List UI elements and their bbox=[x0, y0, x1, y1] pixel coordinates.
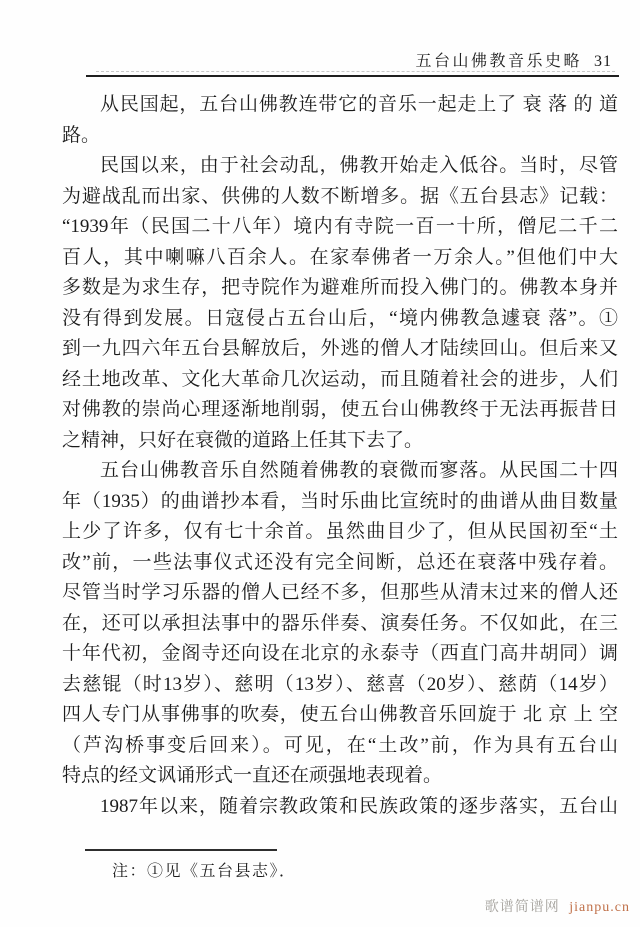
text-line: 年（1935）的曲谱抄本看，当时乐曲比宣统时的曲谱从曲目数量 bbox=[62, 490, 618, 512]
text-line: 1987年以来，随着宗教政策和民族政策的逐步落实，五台山 bbox=[100, 795, 618, 817]
text-line: 路。 bbox=[62, 124, 101, 146]
text-line: 多数是为求生存，把寺院作为避难所而投入佛门的。佛教本身并 bbox=[62, 277, 618, 298]
text-line: 之精神，只好在衰微的道路上任其下去了。 bbox=[62, 429, 424, 451]
page-header bbox=[415, 48, 612, 71]
watermark-site-name: 歌谱简谱网 bbox=[484, 900, 560, 915]
text-line: 百人，其中喇嘛八百余人。在家奉佛者一万余人。”但他们中大 bbox=[62, 246, 618, 268]
text-line: 去慈锟（时13岁）、慈明（13岁）、慈喜（20岁）、慈荫（14岁） bbox=[62, 673, 618, 695]
text-line: 尽管当时学习乐器的僧人已经不多，但那些从清末过来的僧人还 bbox=[62, 582, 618, 603]
text-line: 到一九四六年五台县解放后，外逃的僧人才陆续回山。但后来又 bbox=[62, 338, 618, 359]
text-line: 十年代初，金阁寺还向设在北京的永泰寺（西直门高井胡同）调 bbox=[62, 643, 618, 664]
body-text bbox=[62, 90, 618, 822]
text-line: 对佛教的崇尚心理逐渐地削弱，使五台山佛教终于无法再振昔日 bbox=[62, 399, 618, 420]
page-number: 31 bbox=[594, 53, 612, 70]
text-line: 从民国起，五台山佛教连带它的音乐一起走上了 衰 落 的 道 bbox=[100, 94, 618, 115]
footnote: 注：①见《五台县志》． bbox=[112, 863, 297, 880]
watermark-site-url: jianpu.cn bbox=[569, 900, 630, 915]
watermark bbox=[485, 896, 630, 916]
text-line: （芦沟桥事变后回来）。可见，在“土改”前，作为具有五台山 bbox=[62, 734, 618, 756]
text-line: 为避战乱而出家、供佛的人数不断增多。据《五台县志》记载： bbox=[62, 185, 618, 207]
footnote-rule bbox=[85, 849, 277, 851]
text-line: 没有得到发展。日寇侵占五台山后，“境内佛教急遽衰 落”。① bbox=[62, 307, 618, 329]
text-line: 经土地改革、文化大革命几次运动，而且随着社会的进步，人们 bbox=[62, 368, 618, 390]
text-line: 上少了许多，仅有七十余首。虽然曲目少了，但从民国初至“土 bbox=[62, 521, 618, 542]
text-line: 五台山佛教音乐自然随着佛教的衰微而寥落。从民国二十四 bbox=[100, 460, 618, 481]
text-line: 特点的经文讽诵形式一直还在顽强地表现着。 bbox=[62, 765, 443, 786]
text-line: “1939年（民国二十八年）境内有寺院一百一十所，僧尼二千二 bbox=[62, 216, 618, 237]
header-rule bbox=[86, 75, 619, 77]
text-line: 在，还可以承担法事中的器乐伴奏、演奏任务。不仅如此，在三 bbox=[62, 612, 618, 634]
text-line: 民国以来，由于社会动乱，佛教开始走入低谷。当时，尽管 bbox=[100, 155, 618, 176]
text-line: 改”前，一些法事仪式还没有完全间断，总还在衰落中残存着。 bbox=[62, 551, 618, 573]
text-line: 四人专门从事佛事的吹奏，使五台山佛教音乐回旋于 北 京 上 空 bbox=[62, 704, 618, 725]
running-title: 五台山佛教音乐史略 bbox=[415, 53, 582, 70]
